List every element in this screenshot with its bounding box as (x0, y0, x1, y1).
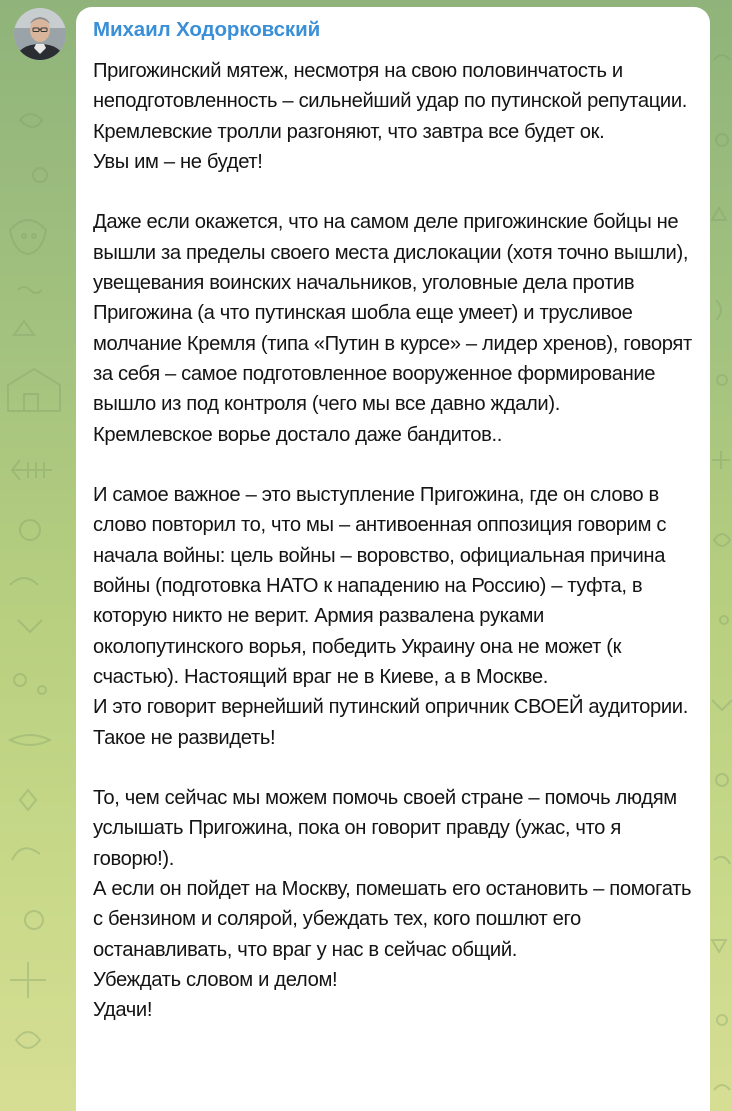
author-name[interactable]: Михаил Ходорковский (93, 18, 321, 41)
author-avatar[interactable] (14, 8, 66, 60)
message-text: Пригожинский мятеж, несмотря на свою половинчатость и неподготовленность – сильнейший удар по путинской репутации. Кремлевские тролли разгоняют, что завтра все будет ок. Увы им – не будет! Даже если окажется, что на самом деле пригожинские бойцы не вышли за пределы своего места дислокации (хотя точно вышли), увещевания воинских начальников, уголовные дела против Пригожина (а что путинская шобла еще умеет) и трусливое молчание Кремля (типа «Путин в курсе» – лидер хренов), говорят за себя – самое подготовленное вооруженное формирование вышло из под контроля (чего мы все давно ждали). Кремлевское ворье достало даже бандитов.. И самое важное – это выступление Пригожина, где он слово в слово повторил то, что мы – антивоенная оппозиция говорим с начала войны: цель войны – воровство, официальная причина войны (подготовка НАТО к нападению на Россию) – туфта, в которую никто не верит. Армия развалена руками околопутинского ворья, победить Украину она не может (к счастью). Настоящий враг не в Киеве, а в Москве. И это говорит вернейший путинский опричник СВОЕЙ аудитории. Такое не развидеть! То, чем сейчас мы можем помочь своей стране – помочь людям услышать Пригожина, пока он говорит правду (ужас, что я говорю!). А если он пойдет на Москву, помешать его остановить – помогать с бензином и солярой, убеждать тех, кого пошлют его останавливать, что враг у нас в сейчас общий. Убеждать словом и делом! Удачи! (93, 60, 692, 1022)
avatar-photo (14, 8, 66, 60)
message-bubble (76, 7, 710, 1111)
